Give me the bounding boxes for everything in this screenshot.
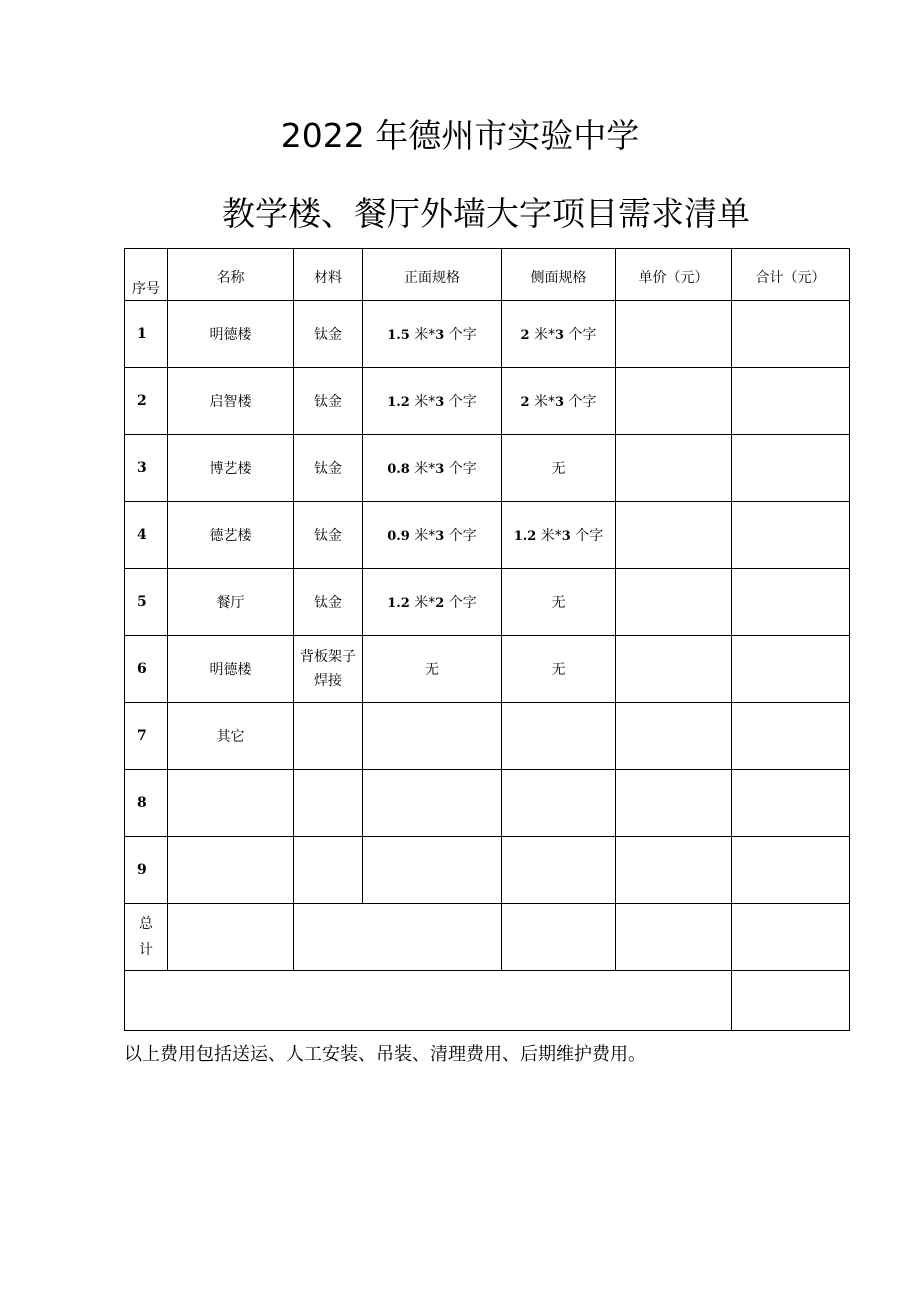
grand-total-label-cell: [125, 971, 732, 1031]
row-material: 钛金: [294, 301, 363, 368]
row-name: [168, 770, 294, 837]
row-side-spec: [502, 703, 616, 770]
table-row: [125, 636, 850, 703]
row-total: [732, 435, 850, 502]
row-name: 博艺楼: [168, 435, 294, 502]
header-side-spec: 侧面规格: [502, 249, 616, 301]
row-front-spec: 0.9 米*3 个字: [363, 502, 502, 569]
row-seq: 4: [125, 502, 168, 569]
row-name: [168, 837, 294, 904]
row-front-spec: [363, 770, 502, 837]
row-total: [732, 837, 850, 904]
row-unit-price: [616, 703, 732, 770]
header-name: 名称: [168, 249, 294, 301]
total-side-cell: [502, 904, 616, 971]
row-unit-price: [616, 435, 732, 502]
row-seq: 7: [125, 703, 168, 770]
row-material: [294, 770, 363, 837]
row-unit-price: [616, 770, 732, 837]
header-unit-price: 单价（元）: [616, 249, 732, 301]
row-total: [732, 301, 850, 368]
row-unit-price: [616, 301, 732, 368]
total-row: [125, 904, 850, 971]
row-seq: 1: [125, 301, 168, 368]
row-unit-price: [616, 569, 732, 636]
total-sum-cell: [732, 904, 850, 971]
row-front-spec: 无: [363, 636, 502, 703]
header-front-spec: 正面规格: [363, 249, 502, 301]
row-side-spec: 无: [502, 569, 616, 636]
row-seq: 3: [125, 435, 168, 502]
row-seq: 5: [125, 569, 168, 636]
row-side-spec: 2 米*3 个字: [502, 301, 616, 368]
row-unit-price: [616, 636, 732, 703]
row-total: [732, 502, 850, 569]
row-name: 启智楼: [168, 368, 294, 435]
header-material: 材料: [294, 249, 363, 301]
row-material: [294, 703, 363, 770]
grand-total-row: [125, 971, 850, 1031]
row-unit-price: [616, 368, 732, 435]
total-name-cell: [168, 904, 294, 971]
row-material: 钛金: [294, 502, 363, 569]
total-price-cell: [616, 904, 732, 971]
table-row: [125, 368, 850, 435]
row-total: [732, 569, 850, 636]
header-seq: 序号: [125, 249, 168, 301]
row-material: [294, 837, 363, 904]
table-row: [125, 301, 850, 368]
table-row: [125, 435, 850, 502]
row-side-spec: 1.2 米*3 个字: [502, 502, 616, 569]
row-material: 钛金: [294, 368, 363, 435]
row-front-spec: 1.5 米*3 个字: [363, 301, 502, 368]
document-title: 2022 年德州市实验中学: [280, 116, 640, 155]
row-front-spec: 0.8 米*3 个字: [363, 435, 502, 502]
row-side-spec: 无: [502, 435, 616, 502]
header-total: 合计（元）: [732, 249, 850, 301]
row-side-spec: [502, 770, 616, 837]
grand-total-value-cell: [732, 971, 850, 1031]
row-seq: 9: [125, 837, 168, 904]
row-total: [732, 703, 850, 770]
row-total: [732, 636, 850, 703]
total-spec-cell: [294, 904, 502, 971]
row-front-spec: 1.2 米*2 个字: [363, 569, 502, 636]
row-name: 明德楼: [168, 301, 294, 368]
table-header-row: [125, 249, 850, 301]
row-total: [732, 368, 850, 435]
row-material: 背板架子焊接: [294, 636, 363, 703]
table-row: [125, 569, 850, 636]
table-row: [125, 502, 850, 569]
total-label: 总 计: [125, 904, 168, 971]
table-row: [125, 837, 850, 904]
row-seq: 6: [125, 636, 168, 703]
footnote: 以上费用包括送运、人工安装、吊装、清理费用、后期维护费用。: [124, 1044, 646, 1065]
row-side-spec: 无: [502, 636, 616, 703]
row-seq: 2: [125, 368, 168, 435]
row-side-spec: 2 米*3 个字: [502, 368, 616, 435]
row-material: 钛金: [294, 435, 363, 502]
table-row: [125, 703, 850, 770]
row-name: 明德楼: [168, 636, 294, 703]
row-front-spec: [363, 837, 502, 904]
row-unit-price: [616, 837, 732, 904]
row-name: 其它: [168, 703, 294, 770]
document-subtitle: 教学楼、餐厅外墙大字项目需求清单: [222, 194, 750, 233]
row-side-spec: [502, 837, 616, 904]
row-seq: 8: [125, 770, 168, 837]
row-name: 德艺楼: [168, 502, 294, 569]
row-name: 餐厅: [168, 569, 294, 636]
row-front-spec: [363, 703, 502, 770]
row-unit-price: [616, 502, 732, 569]
row-material: 钛金: [294, 569, 363, 636]
row-total: [732, 770, 850, 837]
table-row: [125, 770, 850, 837]
requirements-table: [124, 248, 850, 1031]
row-front-spec: 1.2 米*3 个字: [363, 368, 502, 435]
